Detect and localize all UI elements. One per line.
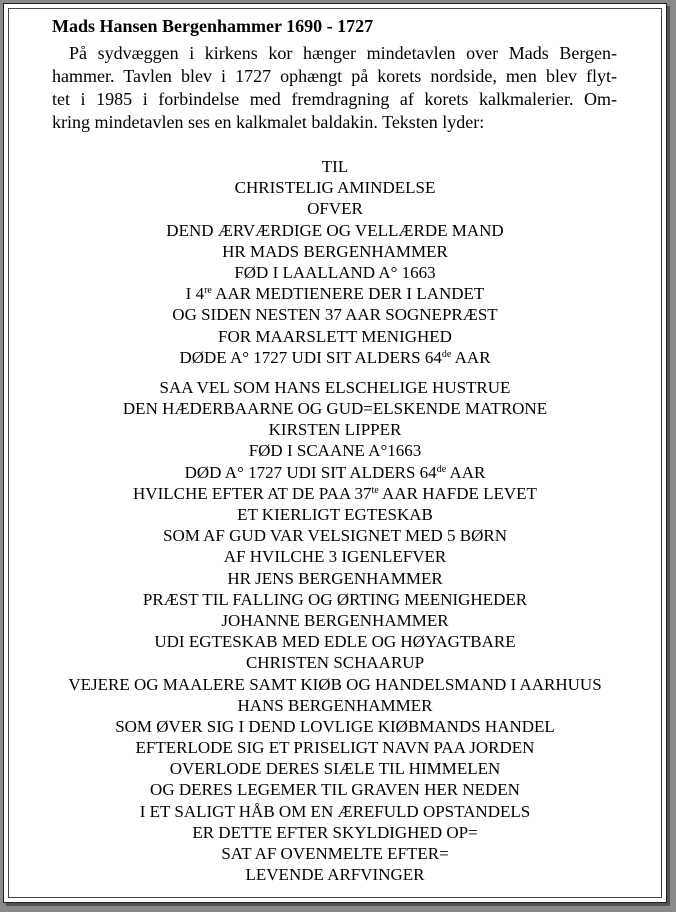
inscription-line: ER DETTE EFTER SKYLDIGHED OP=: [192, 822, 478, 842]
inscription-line: HANS BERGENHAMMER: [237, 695, 433, 715]
inscription-line: [24, 483, 646, 504]
inscription-line-text: DØDE A° 1727 UDI SIT ALDERS 64: [179, 347, 442, 367]
inscription-line: PRÆST TIL FALLING OG ØRTING MEENIGHEDER: [142, 589, 528, 609]
inscription-line-text: AAR: [446, 462, 486, 482]
inscription-line: FOR MAARSLETT MENIGHED: [218, 326, 452, 346]
intro-line: kring mindetavlen ses en kalkmalet baldakin. Teksten lyder:: [52, 112, 485, 132]
inscription-line: OG DERES LEGEMER TIL GRAVEN HER NEDEN: [150, 780, 520, 800]
inscription-line: OFVER: [307, 199, 363, 219]
inscription-line: VEJERE OG MAALERE SAMT KIØB OG HANDELSMAND I AARHUUS: [68, 674, 602, 694]
inscription-line: JOHANNE BERGENHAMMER: [221, 610, 449, 630]
inscription-line: ET KIERLIGT EGTESKAB: [237, 505, 433, 524]
scanned-page: [3, 3, 667, 903]
inscription-line: [24, 462, 646, 483]
inscription-line-text: AAR: [451, 347, 491, 367]
inscription-line-text: AAR MEDTIENERE DER I LANDET: [211, 284, 485, 304]
intro-paragraph: [52, 42, 617, 134]
ordinal-superscript: te: [371, 484, 379, 496]
inscription-line: TIL: [321, 157, 349, 176]
inscription-line: CHRISTEN SCHAARUP: [245, 653, 425, 673]
inscription-line: UDI EGTESKAB MED EDLE OG HØYAGTBARE: [154, 632, 516, 652]
inscription-line: FØD I SCAANE A°1663: [248, 441, 422, 461]
inscription-line-text: AAR HAFDE LEVET: [378, 483, 537, 503]
ordinal-superscript: re: [204, 285, 212, 297]
inscription-line: DEND ÆRVÆRDIGE OG VELLÆRDE MAND: [166, 220, 504, 240]
inscription-line: [24, 283, 646, 304]
inscription-line: LEVENDE ARFVINGER: [245, 865, 425, 885]
inscription-line: AF HVILCHE 3 IGENLEFVER: [223, 547, 447, 567]
inscription-line: OG SIDEN NESTEN 37 AAR SOGNEPRÆST: [172, 305, 498, 325]
inscription-line: I ET SALIGT HÅB OM EN ÆREFULD OPSTANDELS: [139, 801, 531, 821]
inscription-line: CHRISTELIG AMINDELSE: [234, 178, 436, 198]
inscription-line: DEN HÆDERBAARNE OG GUD=ELSKENDE MATRONE: [122, 399, 548, 419]
inscription-line: SOM ØVER SIG I DEND LOVLIGE KIØBMANDS HANDEL: [115, 716, 555, 736]
intro-line: hammer. Tavlen blev i 1727 ophængt på korets nordside, men blev flyt-: [52, 66, 617, 86]
intro-line: tet i 1985 i forbindelse med fremdragning af korets kalkmalerier. Om-: [52, 89, 617, 109]
inscription-line: [24, 347, 646, 368]
inscription-line: KIRSTEN LIPPER: [268, 420, 402, 440]
inscription-line-text: I 4: [185, 284, 205, 304]
inscription-line: OVERLODE DERES SIÆLE TIL HIMMELEN: [169, 759, 501, 779]
inscription-line: HR JENS BERGENHAMMER: [227, 568, 443, 588]
inscription-line: HR MADS BERGENHAMMER: [222, 241, 448, 261]
inscription-line: SAT AF OVENMELTE EFTER=: [221, 844, 449, 863]
inscription-line: EFTERLODE SIG ET PRISELIGT NAVN PAA JORDEN: [135, 738, 535, 758]
inscription-line: SOM AF GUD VAR VELSIGNET MED 5 BØRN: [163, 526, 507, 546]
inscription-line-text: DØD A° 1727 UDI SIT ALDERS 64: [184, 462, 437, 482]
inscription-text: [24, 156, 646, 885]
inscription-line-text: HVILCHE EFTER AT DE PAA 37: [133, 483, 372, 503]
ordinal-superscript: de: [441, 348, 452, 360]
page-title: Mads Hansen Bergenhammer 1690 - 1727: [52, 16, 374, 36]
inscription-line: SAA VEL SOM HANS ELSCHELIGE HUSTRUE: [159, 377, 511, 397]
ordinal-superscript: de: [436, 463, 447, 475]
intro-line: På sydvæggen i kirkens kor hænger mindetavlen over Mads Bergen-: [69, 43, 617, 63]
inscription-line: FØD I LAALLAND A° 1663: [234, 262, 436, 282]
